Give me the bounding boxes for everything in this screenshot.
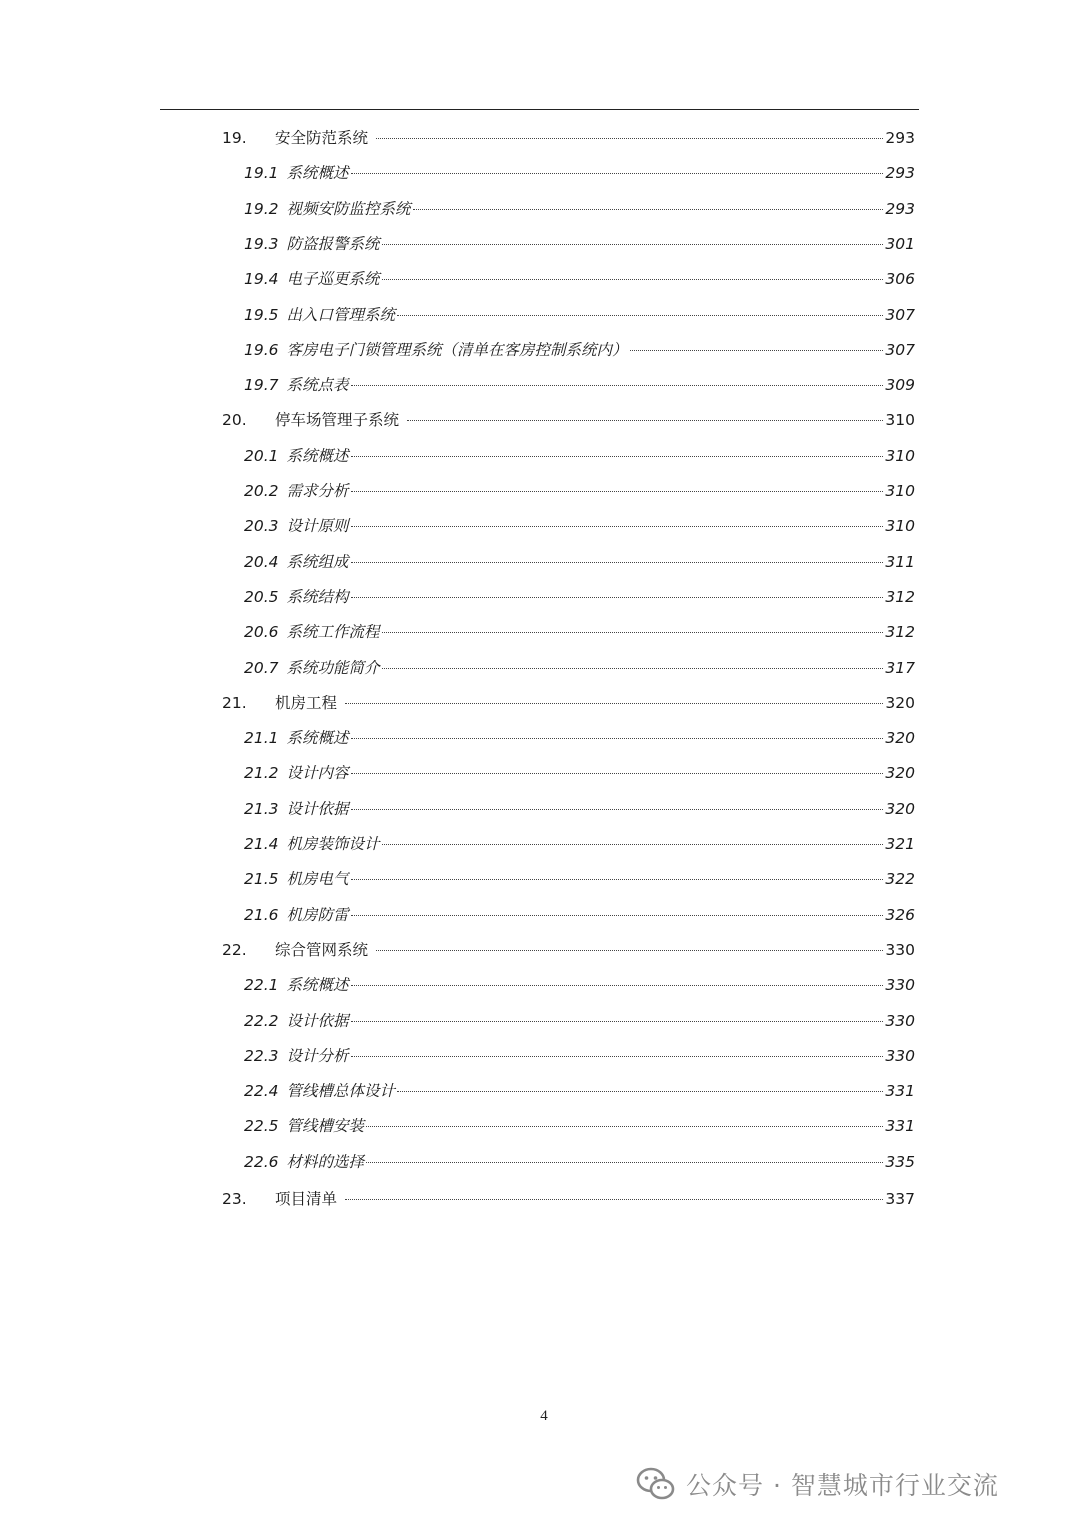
toc-section-entry[interactable] xyxy=(244,547,915,577)
toc-entry-title: 防盗报警系统 xyxy=(286,234,380,253)
toc-entry-title: 客房电子门锁管理系统（清单在客房控制系统内） xyxy=(286,340,628,359)
toc-entry-page: 320 xyxy=(885,729,915,748)
toc-entry-page: 309 xyxy=(885,376,915,395)
toc-entry-number: 19.4 xyxy=(244,270,279,289)
toc-section-entry[interactable] xyxy=(244,511,915,541)
toc-entry-number: 22.4 xyxy=(244,1082,279,1101)
toc-entry-number: 20.4 xyxy=(244,552,279,571)
toc-entry-title: 设计分析 xyxy=(286,1046,349,1065)
toc-section-entry[interactable] xyxy=(244,229,915,259)
toc-entry-title: 安全防范系统 xyxy=(275,129,369,147)
toc-entry-page: 322 xyxy=(885,870,915,889)
toc-entry-page: 301 xyxy=(885,234,915,253)
toc-entry-number: 19.5 xyxy=(244,305,279,324)
toc-entry-page: 330 xyxy=(885,1046,915,1065)
toc-dot-leader xyxy=(376,950,883,951)
toc-entry-number: 21.3 xyxy=(244,799,279,818)
toc-chapter-entry[interactable] xyxy=(222,405,915,435)
toc-section-entry[interactable] xyxy=(244,158,915,188)
toc-dot-leader xyxy=(382,279,884,280)
toc-entry-title: 系统组成 xyxy=(286,552,349,571)
toc-entry-page: 330 xyxy=(885,940,915,959)
toc-entry-title: 综合管网系统 xyxy=(275,940,369,959)
toc-section-entry[interactable] xyxy=(244,1041,915,1071)
toc-entry-page: 310 xyxy=(885,446,915,465)
toc-section-entry[interactable] xyxy=(244,370,915,400)
toc-entry-title: 机房装饰设计 xyxy=(286,835,380,853)
toc-section-entry[interactable] xyxy=(244,1111,915,1141)
toc-section-entry[interactable] xyxy=(244,970,915,1000)
toc-entry-number: 20.2 xyxy=(244,482,279,500)
wechat-icon xyxy=(636,1466,676,1502)
toc-entry-title: 管线槽安装 xyxy=(286,1117,365,1136)
toc-entry-title: 系统功能简介 xyxy=(286,658,380,677)
toc-entry-title: 停车场管理子系统 xyxy=(275,411,400,430)
toc-entry-page: 312 xyxy=(885,587,915,606)
toc-entry-title: 出入口管理系统 xyxy=(286,305,396,324)
toc-dot-leader xyxy=(351,985,884,986)
toc-entry-title: 系统概述 xyxy=(286,164,349,183)
toc-entry-number: 20. xyxy=(222,411,247,430)
toc-entry-page: 306 xyxy=(885,270,915,289)
toc-entry-page: 307 xyxy=(885,340,915,359)
toc-section-entry[interactable] xyxy=(244,335,915,365)
toc-entry-number: 21.5 xyxy=(244,870,279,889)
toc-dot-leader xyxy=(351,915,884,916)
toc-entry-page: 310 xyxy=(885,482,915,500)
toc-section-entry[interactable] xyxy=(244,264,915,294)
toc-dot-leader xyxy=(630,350,884,351)
toc-dot-leader xyxy=(351,562,884,563)
toc-section-entry[interactable] xyxy=(244,1006,915,1036)
toc-dot-leader xyxy=(345,1199,883,1200)
toc-entry-number: 19.6 xyxy=(244,340,279,359)
toc-dot-leader xyxy=(382,844,884,845)
toc-section-entry[interactable] xyxy=(244,794,915,824)
toc-entry-number: 22.5 xyxy=(244,1117,279,1136)
toc-entry-number: 21.1 xyxy=(244,729,279,748)
toc-dot-leader xyxy=(351,738,884,739)
toc-entry-page: 310 xyxy=(885,411,915,430)
toc-entry-number: 21. xyxy=(222,693,247,712)
toc-entry-title: 机房工程 xyxy=(275,693,338,712)
toc-dot-leader xyxy=(397,315,883,316)
toc-entry-page: 320 xyxy=(885,764,915,783)
toc-dot-leader xyxy=(351,385,884,386)
toc-entry-number: 20.1 xyxy=(244,446,279,465)
toc-dot-leader xyxy=(351,773,884,774)
toc-entry-page: 293 xyxy=(885,199,915,218)
toc-dot-leader xyxy=(351,809,884,810)
toc-entry-title: 设计依据 xyxy=(286,1011,349,1030)
toc-section-entry[interactable] xyxy=(244,864,915,894)
toc-entry-title: 系统概述 xyxy=(286,446,349,465)
toc-entry-title: 系统工作流程 xyxy=(286,623,380,642)
toc-section-entry[interactable] xyxy=(244,653,915,683)
toc-dot-leader xyxy=(345,703,883,704)
toc-dot-leader xyxy=(382,244,884,245)
toc-dot-leader xyxy=(351,491,884,492)
toc-section-entry[interactable] xyxy=(244,300,915,330)
toc-chapter-entry[interactable] xyxy=(222,123,915,153)
page-number: 4 xyxy=(540,1408,548,1424)
toc-entry-title: 设计内容 xyxy=(286,764,349,783)
toc-dot-leader xyxy=(351,879,884,880)
toc-dot-leader xyxy=(351,173,884,174)
toc-entry-number: 22.1 xyxy=(244,976,279,995)
toc-entry-page: 293 xyxy=(885,164,915,183)
toc-dot-leader xyxy=(382,668,884,669)
toc-entry-page: 307 xyxy=(885,305,915,324)
watermark xyxy=(636,1462,999,1506)
toc-section-entry[interactable] xyxy=(244,194,915,224)
toc-entry-number: 20.3 xyxy=(244,517,279,536)
toc-entry-title: 设计依据 xyxy=(286,799,349,818)
toc-entry-title: 材料的选择 xyxy=(286,1152,365,1171)
toc-dot-leader xyxy=(351,597,884,598)
toc-entry-page: 331 xyxy=(885,1082,915,1101)
toc-entry-page: 310 xyxy=(885,517,915,536)
toc-entry-title: 管线槽总体设计 xyxy=(286,1082,396,1101)
toc-entry-title: 系统结构 xyxy=(286,587,349,606)
toc-entry-title: 系统概述 xyxy=(286,729,349,748)
toc-section-entry[interactable] xyxy=(244,829,915,859)
toc-chapter-entry[interactable] xyxy=(222,1184,915,1214)
toc-dot-leader xyxy=(351,526,884,527)
toc-section-entry[interactable] xyxy=(244,900,915,930)
toc-entry-number: 20.7 xyxy=(244,658,279,677)
toc-entry-title: 系统点表 xyxy=(286,376,349,395)
toc-entry-page: 320 xyxy=(885,693,915,712)
toc-dot-leader xyxy=(407,420,883,421)
toc-entry-number: 19.1 xyxy=(244,164,279,183)
toc-section-entry[interactable] xyxy=(244,617,915,647)
toc-section-entry[interactable] xyxy=(244,758,915,788)
toc-entry-number: 20.5 xyxy=(244,587,279,606)
toc-entry-page: 320 xyxy=(885,799,915,818)
toc-entry-title: 机房防雷 xyxy=(286,905,349,924)
toc-entry-title: 系统概述 xyxy=(286,976,349,995)
toc-entry-page: 321 xyxy=(885,835,915,853)
toc-entry-page: 330 xyxy=(885,976,915,995)
toc-entry-number: 22.3 xyxy=(244,1046,279,1065)
toc-dot-leader xyxy=(351,1021,884,1022)
toc-entry-number: 19.3 xyxy=(244,234,279,253)
toc-entry-number: 21.4 xyxy=(244,835,279,853)
toc-entry-page: 317 xyxy=(885,658,915,677)
toc-entry-number: 19. xyxy=(222,129,247,147)
toc-dot-leader xyxy=(351,1056,884,1057)
toc-entry-number: 21.2 xyxy=(244,764,279,783)
toc-section-entry[interactable] xyxy=(244,1076,915,1106)
toc-entry-title: 电子巡更系统 xyxy=(286,270,380,289)
toc-chapter-entry[interactable] xyxy=(222,688,915,718)
toc-section-entry[interactable] xyxy=(244,582,915,612)
toc-dot-leader xyxy=(382,632,884,633)
toc-section-entry[interactable] xyxy=(244,441,915,471)
toc-entry-number: 23. xyxy=(222,1190,247,1208)
toc-dot-leader xyxy=(376,138,883,139)
toc-dot-leader xyxy=(366,1162,883,1163)
toc-entry-page: 335 xyxy=(885,1152,915,1171)
toc-dot-leader xyxy=(351,456,884,457)
toc-entry-page: 312 xyxy=(885,623,915,642)
toc-entry-page: 326 xyxy=(885,905,915,924)
toc-entry-title: 需求分析 xyxy=(286,482,349,500)
watermark-text: 公众号 · 智慧城市行业交流 xyxy=(686,1471,999,1500)
toc-entry-page: 337 xyxy=(885,1190,915,1208)
toc-entry-page: 311 xyxy=(885,552,915,571)
toc-entry-title: 视频安防监控系统 xyxy=(286,199,411,218)
toc-entry-number: 22.6 xyxy=(244,1152,279,1171)
toc-section-entry[interactable] xyxy=(244,476,915,506)
toc-entry-title: 机房电气 xyxy=(286,870,349,889)
toc-entry-number: 19.7 xyxy=(244,376,279,395)
header-rule xyxy=(160,109,919,110)
toc-entry-title: 项目清单 xyxy=(275,1190,338,1208)
toc-chapter-entry[interactable] xyxy=(222,935,915,965)
toc-entry-page: 331 xyxy=(885,1117,915,1136)
toc-section-entry[interactable] xyxy=(244,1147,915,1177)
toc-entry-number: 22. xyxy=(222,940,247,959)
toc-entry-number: 22.2 xyxy=(244,1011,279,1030)
toc-entry-number: 19.2 xyxy=(244,199,279,218)
toc-dot-leader xyxy=(397,1091,883,1092)
toc-entry-number: 20.6 xyxy=(244,623,279,642)
toc-section-entry[interactable] xyxy=(244,723,915,753)
toc-entry-title: 设计原则 xyxy=(286,517,349,536)
toc-entry-page: 330 xyxy=(885,1011,915,1030)
toc-dot-leader xyxy=(366,1126,883,1127)
toc-dot-leader xyxy=(413,209,884,210)
toc-entry-page: 293 xyxy=(885,129,915,147)
toc-entry-number: 21.6 xyxy=(244,905,279,924)
